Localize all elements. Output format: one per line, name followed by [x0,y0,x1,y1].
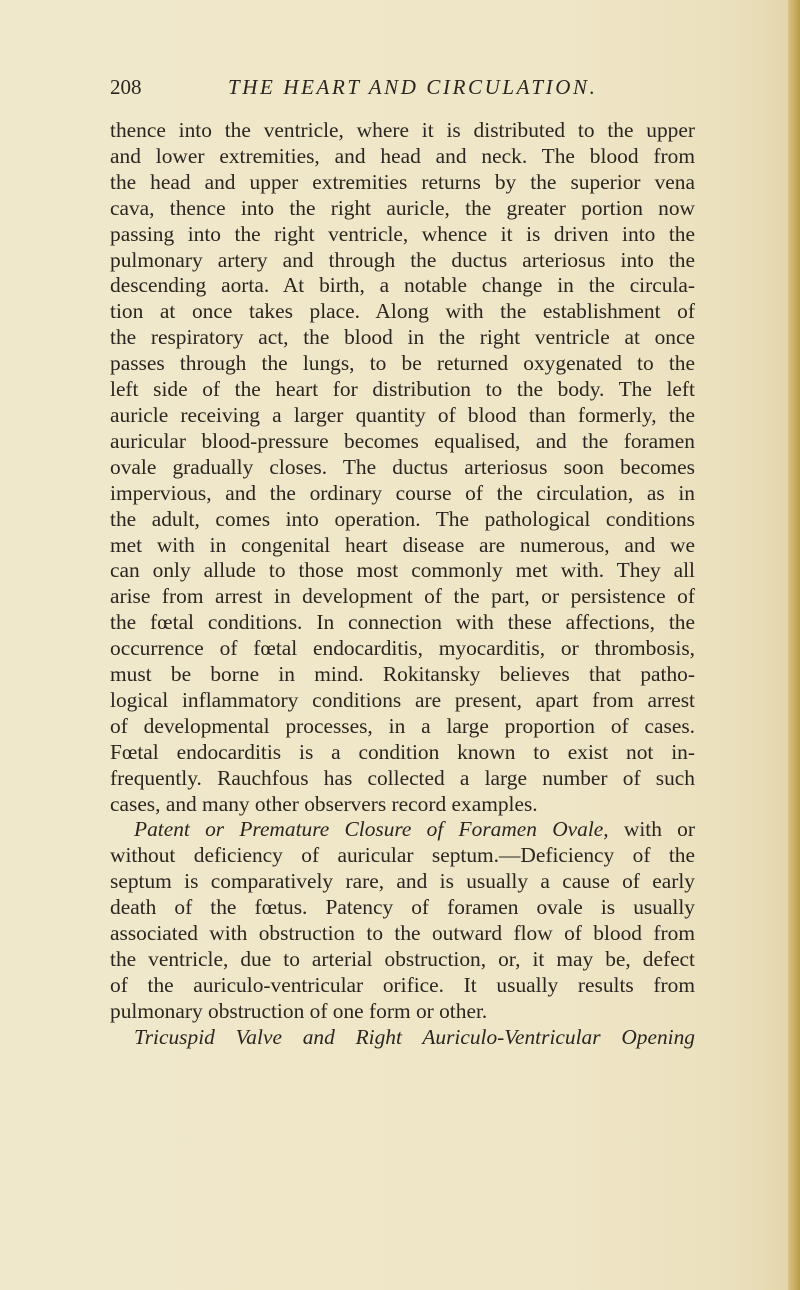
page-header [110,72,690,102]
text-line: met with in congenital heart disease are numerous, and we [110,532,695,557]
text-line: can only allude to those most commonly met with. They all [110,558,695,583]
text-line: must be borne in mind. Rokitansky believes that patho- [110,662,695,687]
text-line: the ventricle, due to arterial obstruction, or, it may be, defect [110,947,695,971]
text-line: of developmental processes, in a large proportion of cases. [110,713,695,738]
text-line: cases, and many other observers record examples. [110,791,538,816]
text-line: Fœtal endocarditis is a condition known to exist not in- [110,739,695,764]
text-line: the fœtal conditions. In connection with these affections, the [110,610,695,635]
text-line: frequently. Rauchfous has collected a large number of such [110,765,695,790]
text-line: auricle receiving a larger quantity of blood than formerly, the [110,402,695,427]
text-line: occurrence of fœtal endocarditis, myocarditis, or thrombosis, [110,636,695,661]
text-line: septum is comparatively rare, and is usually a cause of early [110,869,695,894]
text-line: passes through the lungs, to be returned oxygenated to the [110,351,695,376]
text-line: death of the fœtus. Patency of foramen ovale is usually [110,895,695,920]
text-line: descending aorta. At birth, a notable change in the circula- [110,273,695,298]
text-line: arise from arrest in development of the part, or persistence of [110,584,695,609]
paragraph-2 [110,817,695,1024]
text-line [110,817,695,843]
page-number: 208 [110,75,142,99]
text-line: impervious, and the ordinary course of the circulation, as in [110,480,695,505]
text-line: of the auriculo-ventricular orifice. It usually results from [110,972,695,997]
text-fragment: with or [623,817,695,842]
text-line: pulmonary obstruction of one form or other. [110,998,488,1023]
text-line: and lower extremities, and head and neck. The blood from [110,143,695,168]
text-line: thence into the ventricle, where it is distributed to the upper [110,118,695,142]
paragraph-1 [110,118,695,817]
section-heading-foramen-ovale: Patent or Premature Closure of Foramen Ovale, [134,817,609,842]
running-head: THE HEART AND CIRCULATION. [228,75,598,99]
paragraph-3 [110,1025,695,1051]
body-text [110,118,695,1051]
text-line: logical inflammatory conditions are present, apart from arrest [110,687,695,712]
text-line: pulmonary artery and through the ductus arteriosus into the [110,247,695,272]
text-line: ovale gradually closes. The ductus arteriosus soon becomes [110,454,695,479]
text-line: passing into the right ventricle, whence it is driven into the [110,221,695,246]
page-edge [788,0,800,1290]
text-line: auricular blood-pressure becomes equalised, and the foramen [110,428,695,453]
text-line: the respiratory act, the blood in the right ventricle at once [110,325,695,350]
text-line: left side of the heart for distribution to the body. The left [110,377,695,402]
text-line: the head and upper extremities returns by the superior vena [110,169,695,194]
section-heading-tricuspid-valve: Tricuspid Valve and Right Auriculo-Ventricular Opening [134,1024,695,1049]
text-line: without deficiency of auricular septum.—Deficiency of the [110,843,695,868]
text-line: associated with obstruction to the outward flow of blood from [110,921,695,946]
text-line: cava, thence into the right auricle, the greater portion now [110,195,695,220]
text-line: tion at once takes place. Along with the establishment of [110,299,695,324]
text-line: the adult, comes into operation. The pathological conditions [110,506,695,531]
